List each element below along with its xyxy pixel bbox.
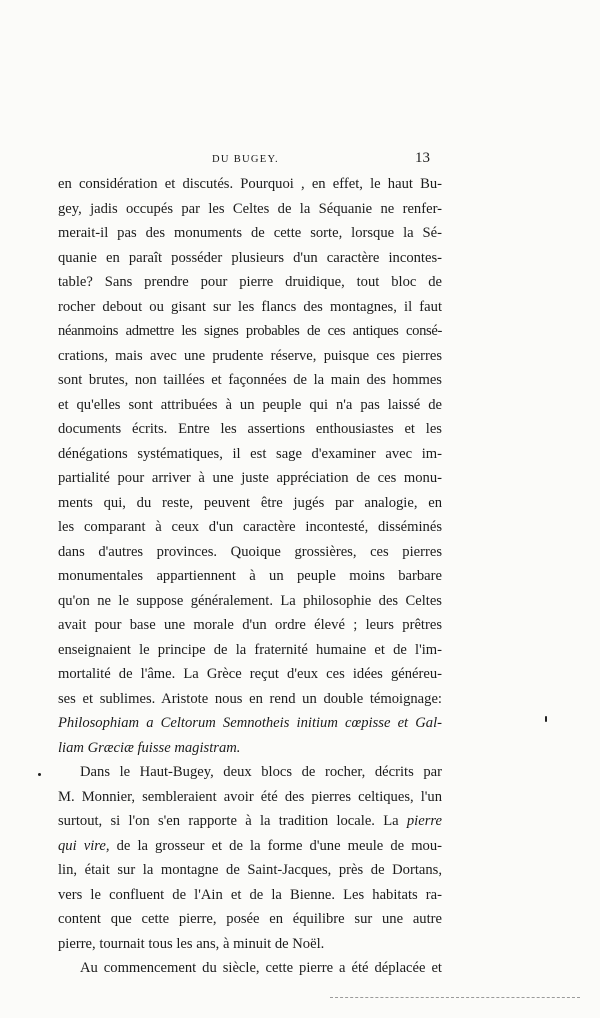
text-line: sont brutes, non taillées et façonnées de la main des hommes — [58, 372, 442, 388]
body-text — [58, 172, 442, 981]
text-line: pierre, tournait tous les ans, à minuit de Noël. — [58, 935, 325, 952]
italic-term: qui vire, — [58, 837, 110, 854]
text-line: content que cette pierre, posée en équilibre sur une autre — [58, 911, 442, 927]
text-line: et qu'elles sont attribuées à un peuple qui n'a pas laissé de — [58, 396, 442, 413]
page-number: 13 — [415, 150, 430, 166]
text-line: vers le confluent de l'Ain et de la Bienne. Les habitats ra- — [58, 886, 442, 903]
ink-speck — [545, 716, 547, 722]
text-line: crations, mais avec une prudente réserve, puisque ces pierres — [58, 347, 442, 364]
text-line: lin, était sur la montagne de Saint-Jacques, près de Dortans, — [58, 862, 442, 878]
text-line: table? Sans prendre pour pierre druidique, tout bloc de — [58, 274, 442, 290]
text-line: M. Monnier, sembleraient avoir été des pierres celtiques, l'un — [58, 788, 442, 805]
text-line: en considération et discutés. Pourquoi , en effet, le haut Bu- — [58, 176, 442, 192]
running-head: DU BUGEY. — [212, 154, 279, 165]
text-line: dans d'autres provinces. Quoique grossières, ces pierres — [58, 543, 442, 560]
text-line: quanie en paraît posséder plusieurs d'un caractère incontes- — [58, 249, 442, 266]
text-run: de la grosseur et de la forme d'une meule de mou- — [116, 837, 443, 854]
text-line — [58, 834, 442, 859]
text-line: enseignaient le principe de la fraternité humaine et de l'im- — [58, 641, 442, 658]
text-line: les comparant à ceux d'un caractère incontesté, disséminés — [58, 519, 442, 535]
text-line: ments qui, du reste, peuvent être jugés par analogie, en — [58, 494, 442, 511]
text-line: avait pour base une morale d'un ordre élevé ; leurs prêtres — [58, 617, 442, 633]
bottom-edge-rule — [330, 997, 580, 999]
text-line: néanmoins admettre les signes probables de ces antiques consé- — [58, 323, 442, 339]
latin-quote-line: Philosophiam a Celtorum Semnotheis initium cœpisse et Gal- — [58, 715, 442, 731]
text-line — [58, 809, 442, 834]
text-line: documents écrits. Entre les assertions enthousiastes et les — [58, 421, 442, 437]
text-line: qu'on ne le suppose généralement. La philosophie des Celtes — [58, 592, 442, 609]
text-line: Dans le Haut-Bugey, deux blocs de rocher, décrits par — [80, 764, 442, 780]
italic-term: pierre — [406, 813, 442, 829]
text-run: surtout, si l'on s'en rapporte à la tradition locale. La — [58, 813, 399, 829]
text-line: Au commencement du siècle, cette pierre a été déplacée et — [80, 960, 442, 976]
text-line: partialité pour arriver à une juste appréciation de ces monu- — [58, 470, 442, 486]
page-header — [60, 150, 430, 170]
text-line: mortalité de l'âme. La Grèce reçut d'eux ces idées généreu- — [58, 666, 442, 682]
text-line: dénégations systématiques, il est sage d'examiner avec im- — [58, 445, 442, 462]
text-line: rocher debout ou gisant sur les flancs des montagnes, il faut — [58, 298, 442, 315]
text-line: gey, jadis occupés par les Celtes de la Séquanie ne renfer- — [58, 200, 442, 217]
text-line: merait-il pas des monuments de cette sorte, lorsque la Sé- — [58, 225, 442, 241]
latin-quote-line: liam Græciæ fuisse magistram. — [58, 739, 241, 756]
text-line: monumentales appartiennent à un peuple moins barbare — [58, 568, 442, 584]
ink-speck — [38, 773, 41, 776]
text-line: ses et sublimes. Aristote nous en rend un double témoignage: — [58, 690, 442, 707]
